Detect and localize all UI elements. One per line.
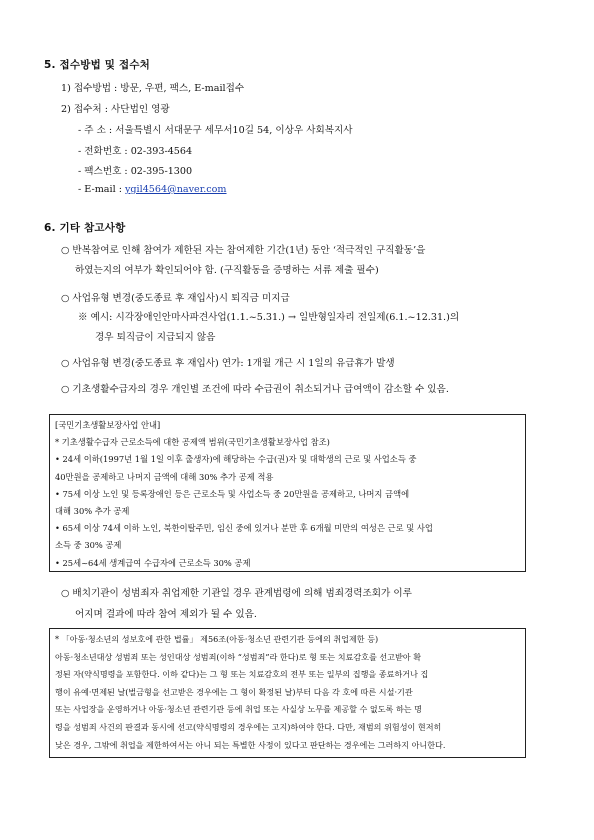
item3-line: ○ 사업유형 변경(중도종료 후 재입사) 연가: 1개월 개근 시 1일의 유급휴가 발생	[61, 358, 395, 369]
item1-line2: 하였는지의 여부가 확인되어야 함. (구직활동을 증명하는 서류 제출 필수)	[75, 265, 379, 276]
child-protection-law-box	[49, 628, 526, 758]
box2-line: 행이 유예·면제된 날(벌금형을 선고받은 경우에는 그 형이 확정된 날)부터 다음 각 호에 따른 시설·기관	[55, 686, 413, 697]
box1-line: 대해 30% 추가 공제	[55, 506, 130, 517]
box1-line: 40만원을 공제하고 나머지 금액에 대해 30% 추가 공제 적용	[55, 471, 274, 482]
box1-line: • 75세 이상 노인 및 등록장애인 등은 근로소득 및 사업소득 중 20만원을 공제하고, 나머지 금액에	[55, 488, 410, 499]
box2-line: 령을 성범죄 사건의 판결과 동시에 선고(약식명령의 경우에는 고지)하여야 한다. 다만, 재범의 위험성이 현저히	[55, 721, 442, 732]
email-label: - E-mail :	[78, 184, 125, 195]
box1-line: 소득 중 30% 공제	[55, 540, 122, 551]
section-5-title: 5. 접수방법 및 접수처	[44, 59, 151, 71]
address-line: - 주 소 : 서울특별시 서대문구 세무서10길 54, 이상우 사회복지사	[78, 125, 353, 136]
item5-line1: ○ 배치기관이 성범죄자 취업제한 기관일 경우 관계법령에 의해 범죄경력조회가 이루	[61, 588, 412, 599]
box1-line: * 기초생활수급자 근로소득에 대한 공제액 범위(국민기초생활보장사업 참조)	[55, 437, 330, 448]
box1-line: [국민기초생활보장사업 안내]	[55, 420, 161, 430]
box2-line: 정된 자(약식명령을 포함한다. 이하 같다)는 그 형 또는 치료감호의 전부 또는 일부의 집행을 종료하거나 집	[55, 669, 429, 680]
receipt-place: 2) 접수처 : 사단법인 영광	[61, 104, 170, 115]
item1-line1: ○ 반복참여로 인해 참여가 제한된 자는 참여제한 기간(1년) 동안 ‘적극적인 구직활동’을	[61, 245, 426, 256]
fax-line: - 팩스번호 : 02-395-1300	[78, 166, 193, 177]
box2-line: 또는 사업장을 운영하거나 아동·청소년 관련기관 등에 취업 또는 사실상 노무를 제공할 수 없도록 하는 명	[55, 704, 422, 715]
receipt-method: 1) 접수방법 : 방문, 우편, 팩스, E-mail접수	[61, 83, 245, 94]
section-6-title: 6. 기타 참고사항	[44, 222, 126, 234]
box2-line: 아동·청소년대상 성범죄 또는 성인대상 성범죄(이하 “성범죄”라 한다)로 형 또는 치료감호를 선고받아 확	[55, 651, 422, 662]
box1-line: • 65세 이상 74세 이하 노인, 북한이탈주민, 임신 중에 있거나 분만 후 6개월 미만의 여성은 근로 및 사업	[55, 523, 433, 534]
email-line	[78, 184, 227, 195]
item2-note2: 경우 퇴직금이 지급되지 않음	[95, 332, 216, 343]
phone-line: - 전화번호 : 02-393-4564	[78, 146, 193, 157]
item2-line1: ○ 사업유형 변경(중도종료 후 재입사)시 퇴직금 미지급	[61, 293, 290, 304]
item5-line2: 어지며 결과에 따라 참여 제외가 될 수 있음.	[75, 609, 257, 620]
email-link[interactable]: ygil4564@naver.com	[125, 184, 227, 195]
box2-line: 낮은 경우, 그밖에 취업을 제한하여서는 아니 되는 특별한 사정이 있다고 판단하는 경우에는 그러하지 아니한다.	[55, 739, 446, 750]
item2-note1: ※ 예시: 시각장애인안마사파견사업(1.1.~5.31.) → 일반형일자리 전일제(6.1.~12.31.)의	[78, 312, 460, 323]
box2-line: * 「아동·청소년의 성보호에 관한 법률」 제56조(아동·청소년 관련기관 등에의 취업제한 등)	[55, 634, 379, 644]
basic-livelihood-info-box	[49, 414, 526, 572]
item4-line: ○ 기초생활수급자의 경우 개인별 조건에 따라 수급권이 취소되거나 급여액이 감소할 수 있음.	[61, 384, 449, 395]
box1-line: • 25세~64세 생계급여 수급자에 근로소득 30% 공제	[55, 557, 251, 568]
box1-line: • 24세 이하(1997년 1월 1일 이후 출생자)에 해당하는 수급(권)자 및 대학생의 근로 및 사업소득 중	[55, 454, 417, 465]
